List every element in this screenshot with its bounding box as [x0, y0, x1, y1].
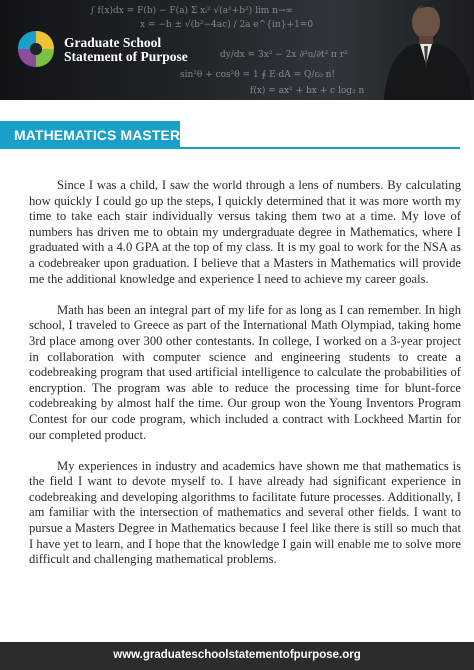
paragraph-1: Since I was a child, I saw the world through a lens of numbers. By calculating how quickly I could go up the steps, I quickly determined that it was more worth my time to take each stair individually versus taking them two at a time. My love of numbers has driven me to obtain my undergraduate degree in Mathematics, where I graduated with a 4.0 GPA at the top of my class. It is my goal to work for the NSA as a codebreaker upon graduation. I believe that a Masters in Mathematics will provide me the additional knowledge and experience I need to achieve my career goals.: [29, 178, 461, 286]
chalkboard-decoration: x = −b ± √(b²−4ac) / 2a e^{iπ}+1=0: [140, 20, 314, 30]
footer-url[interactable]: www.graduateschoolstatementofpurpose.org: [113, 649, 361, 661]
chalkboard-decoration: sin²θ + cos²θ = 1 ∮ E·dA = Q/ε₀ n!: [180, 70, 335, 80]
person-illustration: [364, 0, 474, 100]
section-title-bar: [0, 121, 190, 149]
statement-body: [29, 178, 461, 583]
paragraph-2: Math has been an integral part of my life for as long as I can remember. In high school, I traveled to Greece as part of the International Math Olympiad, taking home 3rd place among over 300 other contestants. In college, I worked on a 3-year project in collaboration with computer science and engineering students to create a codebreaking program that used artificial intelligence to calculate the probabilities of encryption. The program was able to reduce the processing time for blunt-force codebreaking by almost half the time. Our group won the Young Inventors Program Contest for our code program, which included a contract with Lockheed Martin for our completed product.: [29, 302, 461, 442]
paragraph-3: My experiences in industry and academics have shown me that mathematics is the field I want to devote myself to. I have already had significant experience in codebreaking and developing algorithms to facilitate future processes. Additionally, I am familiar with the intersection of mathematics and several other fields. I want to pursue a Masters Degree in Mathematics because I feel like there is still so much that I have yet to learn, and I hope that the knowledge I gain will enable me to solve more difficult and challenging mathematical problems.: [29, 458, 461, 567]
brand-line-1: Graduate School: [64, 35, 162, 50]
logo-icon: [14, 27, 58, 71]
chalkboard-decoration: ∫ f(x)dx = F(b) − F(a) Σ xᵢ² √(a²+b²) lim n→∞: [90, 6, 293, 16]
chalkboard-decoration: dy/dx = 3x² − 2x ∂²u/∂t² π r²: [220, 50, 348, 60]
footer-bar: [0, 642, 474, 670]
section-title: MATHEMATICS MASTERS: [14, 127, 190, 143]
chalkboard-decoration: f(x) = ax² + bx + c log₂ n: [250, 86, 365, 96]
title-underline: [180, 147, 460, 149]
brand-name: [64, 36, 188, 64]
brand-line-2: Statement of Purpose: [64, 49, 188, 64]
header-banner: [0, 0, 474, 100]
